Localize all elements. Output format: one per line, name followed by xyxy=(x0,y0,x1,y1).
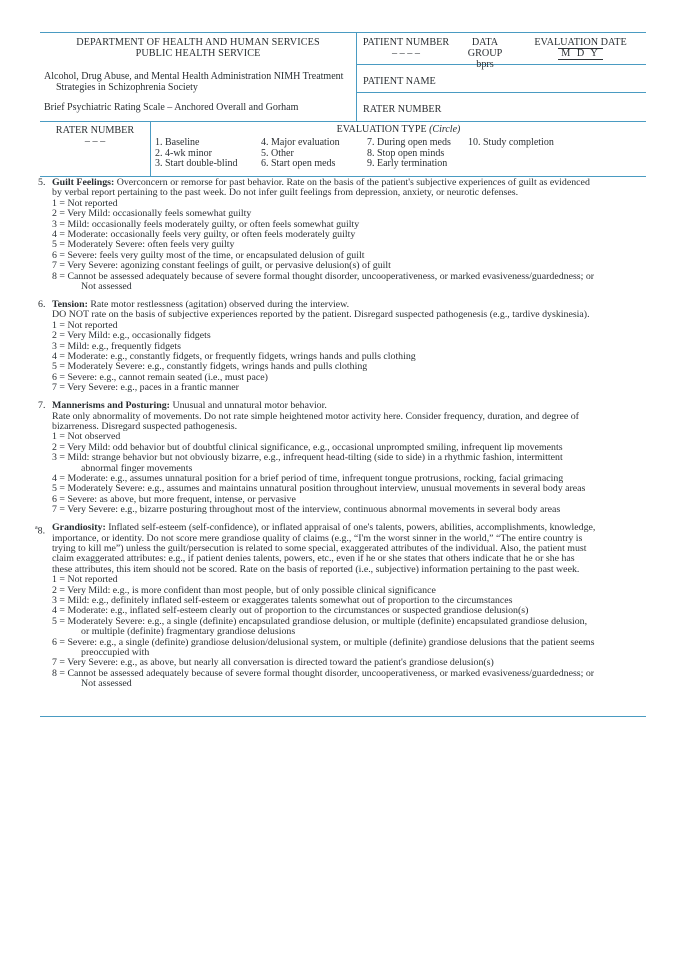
item-line xyxy=(52,310,646,320)
data-group-value: bprs xyxy=(476,59,494,70)
item-line xyxy=(52,383,646,393)
evaluation-type-option[interactable]: 6. Start open meds xyxy=(261,158,336,169)
evaluation-type-hint: (Circle) xyxy=(429,124,461,135)
patient-number-value: – – – – xyxy=(391,48,420,59)
item-text: abnormal finger movements xyxy=(81,462,193,474)
item-text: 5 = Moderately Severe: e.g., constantly fidgets, wrings hands and pulls clothing xyxy=(52,361,368,373)
header-left xyxy=(40,33,357,121)
item-text: 4 = Moderate: e.g., constantly fidgets, or frequently fidgets, wrings hands and pulls clothing xyxy=(52,351,416,362)
item-title: Grandiosity: xyxy=(52,522,106,534)
evaluation-type-option[interactable]: 3. Start double-blind xyxy=(155,158,238,169)
evaluation-type-option[interactable]: 9. Early termination xyxy=(367,158,448,169)
item-text: 7 = Very Severe: e.g., paces in a frantic manner xyxy=(52,382,239,394)
item-title: Mannerisms and Posturing: xyxy=(52,400,170,412)
organization xyxy=(40,61,356,93)
evaluation-date-label: EVALUATION DATE xyxy=(534,37,627,48)
item-line xyxy=(52,505,646,515)
dept-line-1: DEPARTMENT OF HEALTH AND HUMAN SERVICES xyxy=(76,37,320,48)
item-line xyxy=(52,565,646,575)
item-line xyxy=(52,188,646,198)
rater-number-box-label: RATER NUMBER xyxy=(55,125,135,136)
patient-number-label: PATIENT NUMBER xyxy=(362,37,450,48)
evaluation-type-option[interactable]: 1. Baseline xyxy=(155,137,200,148)
data-group-field xyxy=(455,33,515,70)
item-number: $^a$8. xyxy=(35,525,46,537)
item-text: 2 = Very Mild: occasionally feels somewhat guilty xyxy=(52,208,252,220)
item-text: 1 = Not reported xyxy=(52,197,118,209)
patient-number-field[interactable] xyxy=(357,33,455,64)
item-text: Overconcern or remorse for past behavior. Rate on the basis of the patient's subjective experiences of guilt as evidenced xyxy=(114,177,590,188)
dept-line-2: PUBLIC HEALTH SERVICE xyxy=(135,48,261,59)
item-text: 1 = Not observed xyxy=(52,431,121,443)
patient-name-label: PATIENT NAME xyxy=(363,76,436,87)
item-text: claim exaggerated attributes: e.g., if patient denies talents, powers, etc., even if he or she states that others indicate that he or she has xyxy=(52,553,575,565)
item-line xyxy=(52,272,646,282)
item-text: DO NOT rate on the basis of subjective experiences reported by the patient. Disregard suspected pathogenesis (e.g., tardive dyskinesia). xyxy=(52,309,590,321)
item-text: 6 = Severe: as above, but more frequent, intense, or pervasive xyxy=(52,493,296,505)
evaluation-type-option xyxy=(468,159,578,170)
evaluation-type-option xyxy=(468,149,578,160)
item-number: 7. xyxy=(38,400,46,412)
evaluation-type-option[interactable]: 4. Major evaluation xyxy=(261,137,340,148)
item-line xyxy=(52,679,646,689)
item-text: 2 = Very Mild: odd behavior but of doubtful clinical significance, e.g., occasional unprompted smiling, infrequent lip movements xyxy=(52,441,563,453)
item-text: 4 = Moderate: e.g., inflated self-esteem clearly out of proportion to the circumstances or suspected grandiose delusion(s) xyxy=(52,605,529,617)
rater-number-label: RATER NUMBER xyxy=(363,104,442,115)
item-text: 8 = Cannot be assessed adequately because of severe formal thought disorder, uncooperativeness, or marked evasiveness/guardedness; or xyxy=(52,667,595,679)
header-fields xyxy=(357,33,646,70)
evaluation-date-value: M D Y xyxy=(558,48,603,60)
item-text: 7 = Very Severe: e.g., as above, but nearly all conversation is directed toward the patient's grandiose delusion(s) xyxy=(52,657,494,669)
bottom-rule xyxy=(40,716,646,717)
item-text: 4 = Moderate: e.g., assumes unnatural position for a brief period of time, infrequent tongue protrusions, rocking, facial grimacing xyxy=(52,472,564,484)
evaluation-type-title xyxy=(151,122,646,136)
item-text: 1 = Not reported xyxy=(52,319,118,331)
item-text: 7 = Very Severe: agonizing constant feelings of guilt, or pervasive delusion(s) of guilt xyxy=(52,260,391,272)
rating-item xyxy=(38,298,646,394)
item-text: 1 = Not reported xyxy=(52,574,118,586)
rating-item xyxy=(38,400,646,516)
item-text: Rate motor restlessness (agitation) observed during the interview. xyxy=(87,298,350,310)
rating-item xyxy=(38,177,646,293)
item-title: Guilt Feelings: xyxy=(52,177,115,188)
item-text: trying to kill me”) unless the guilt/persecution is related to some special, exaggerated attributes of the individual. Also, the patient must xyxy=(52,542,587,554)
item-text: 3 = Mild: e.g., frequently fidgets xyxy=(52,340,181,352)
evaluation-type-option[interactable]: 5. Other xyxy=(261,147,294,159)
item-text: 5 = Moderately Severe: often feels very guilty xyxy=(52,239,235,251)
item-text: 3 = Mild: e.g., definitely inflated self-esteem or exaggerates talents somewhat out of proportion to the circumstances xyxy=(52,594,513,606)
item-text: 4 = Moderate: occasionally feels very guilty, or often feels moderately guilty xyxy=(52,229,356,241)
evaluation-type-option[interactable]: 8. Stop open minds xyxy=(367,147,445,159)
patient-name-field[interactable] xyxy=(357,65,646,93)
item-text: importance, or identity. Do not score mere grandiose quality of claims (e.g., “I'm the worst sinner in the world,” “The entire country is xyxy=(52,532,583,544)
rating-items xyxy=(35,177,646,697)
form-header xyxy=(40,32,646,177)
item-text: 6 = Severe: feels very guilty most of the time, or encapsulated delusion of guilt xyxy=(52,249,365,261)
item-line xyxy=(52,282,646,292)
item-text: 5 = Moderately Severe: e.g., a single (definite) encapsulated grandiose delusion, or multiple (definite) encapsulated grandiose delusion, xyxy=(52,615,588,627)
item-text: Inflated self-esteem (self-confidence), or inflated appraisal of one's talents, powers, abilities, accomplishments, knowledge, xyxy=(105,522,596,534)
item-text: Not assessed xyxy=(81,281,132,293)
scale-title: Brief Psychiatric Rating Scale – Anchored Overall and Gorham xyxy=(44,102,299,113)
item-text: Unusual and unnatural motor behavior. xyxy=(169,400,327,412)
item-text: 6 = Severe: e.g., cannot remain seated (i.e., must pace) xyxy=(52,371,268,383)
evaluation-type-option[interactable]: 10. Study completion xyxy=(468,137,554,148)
data-group-label: DATA GROUP xyxy=(467,37,503,59)
item-text: 3 = Mild: strange behavior but not obviously bizarre, e.g., infrequent head-tilting (side to side) in a rhythmic fashion, intermittent xyxy=(52,452,563,464)
item-text: preoccupied with xyxy=(81,646,150,658)
item-number: 5. xyxy=(38,177,46,188)
item-text: 6 = Severe: e.g., a single (definite) grandiose delusion/delusional system, or multiple (definite) grandiose delusions that the patient seems xyxy=(52,636,595,648)
evaluation-type-option[interactable]: 7. During open meds xyxy=(367,137,451,148)
item-text: 5 = Moderately Severe: e.g., assumes and maintains unnatural position throughout interview, unusual movements in several body areas xyxy=(52,483,586,495)
item-text: by verbal report pertaining to the past week. Do not infer guilt feelings from depression, anxiety, or neurotic defenses. xyxy=(52,187,519,199)
evaluation-type-options xyxy=(151,136,646,170)
item-text: Rate only abnormality of movements. Do not rate simple heightened motor activity here. Consider frequency, duration, and degree of xyxy=(52,410,579,422)
item-title: Tension: xyxy=(52,298,88,310)
item-text: 3 = Mild: occasionally feels moderately guilty, or often feels somewhat guilty xyxy=(52,218,360,230)
item-text: 8 = Cannot be assessed adequately because of severe formal thought disorder, uncooperativeness, or marked evasiveness/guardedness; or xyxy=(52,270,595,282)
rater-number-field[interactable] xyxy=(357,93,646,121)
rating-item xyxy=(35,522,646,690)
header-block xyxy=(40,32,646,122)
org-line-1: Alcohol, Drug Abuse, and Mental Health Administration NIMH Treatment xyxy=(44,71,344,82)
item-text: these attributes, this item should not be scored. Rate on the basis of reported (i.e., subjective) information pertaining to the past week. xyxy=(52,563,580,575)
item-text: Not assessed xyxy=(81,678,132,690)
department-name xyxy=(40,33,356,61)
evaluation-date-field[interactable] xyxy=(515,33,646,64)
item-text: 2 = Very Mild: e.g., is more confident than most people, but of only possible clinical significance xyxy=(52,584,436,596)
evaluation-type-option[interactable]: 2. 4-wk minor xyxy=(155,147,212,159)
item-line xyxy=(52,422,646,432)
rater-number-box-value: – – – xyxy=(84,136,106,147)
header-right xyxy=(357,33,646,121)
org-line-2: Strategies in Schizophrenia Society xyxy=(56,82,198,93)
item-number: 6. xyxy=(38,298,46,310)
evaluation-type xyxy=(151,122,646,176)
rater-number-box[interactable] xyxy=(40,122,151,176)
item-text: or multiple (definite) fragmentary grandiose delusions xyxy=(81,626,296,638)
item-text: 2 = Very Mild: e.g., occasionally fidgets xyxy=(52,330,211,342)
item-line xyxy=(52,669,646,679)
item-text: bizarreness. Disregard suspected pathogenesis. xyxy=(52,420,238,432)
item-text: 7 = Very Severe: e.g., bizarre posturing throughout most of the interview, continuous abnormal movements in several body areas xyxy=(52,504,561,516)
evaluation-row xyxy=(40,122,646,177)
evaluation-type-label: EVALUATION TYPE xyxy=(336,124,427,135)
